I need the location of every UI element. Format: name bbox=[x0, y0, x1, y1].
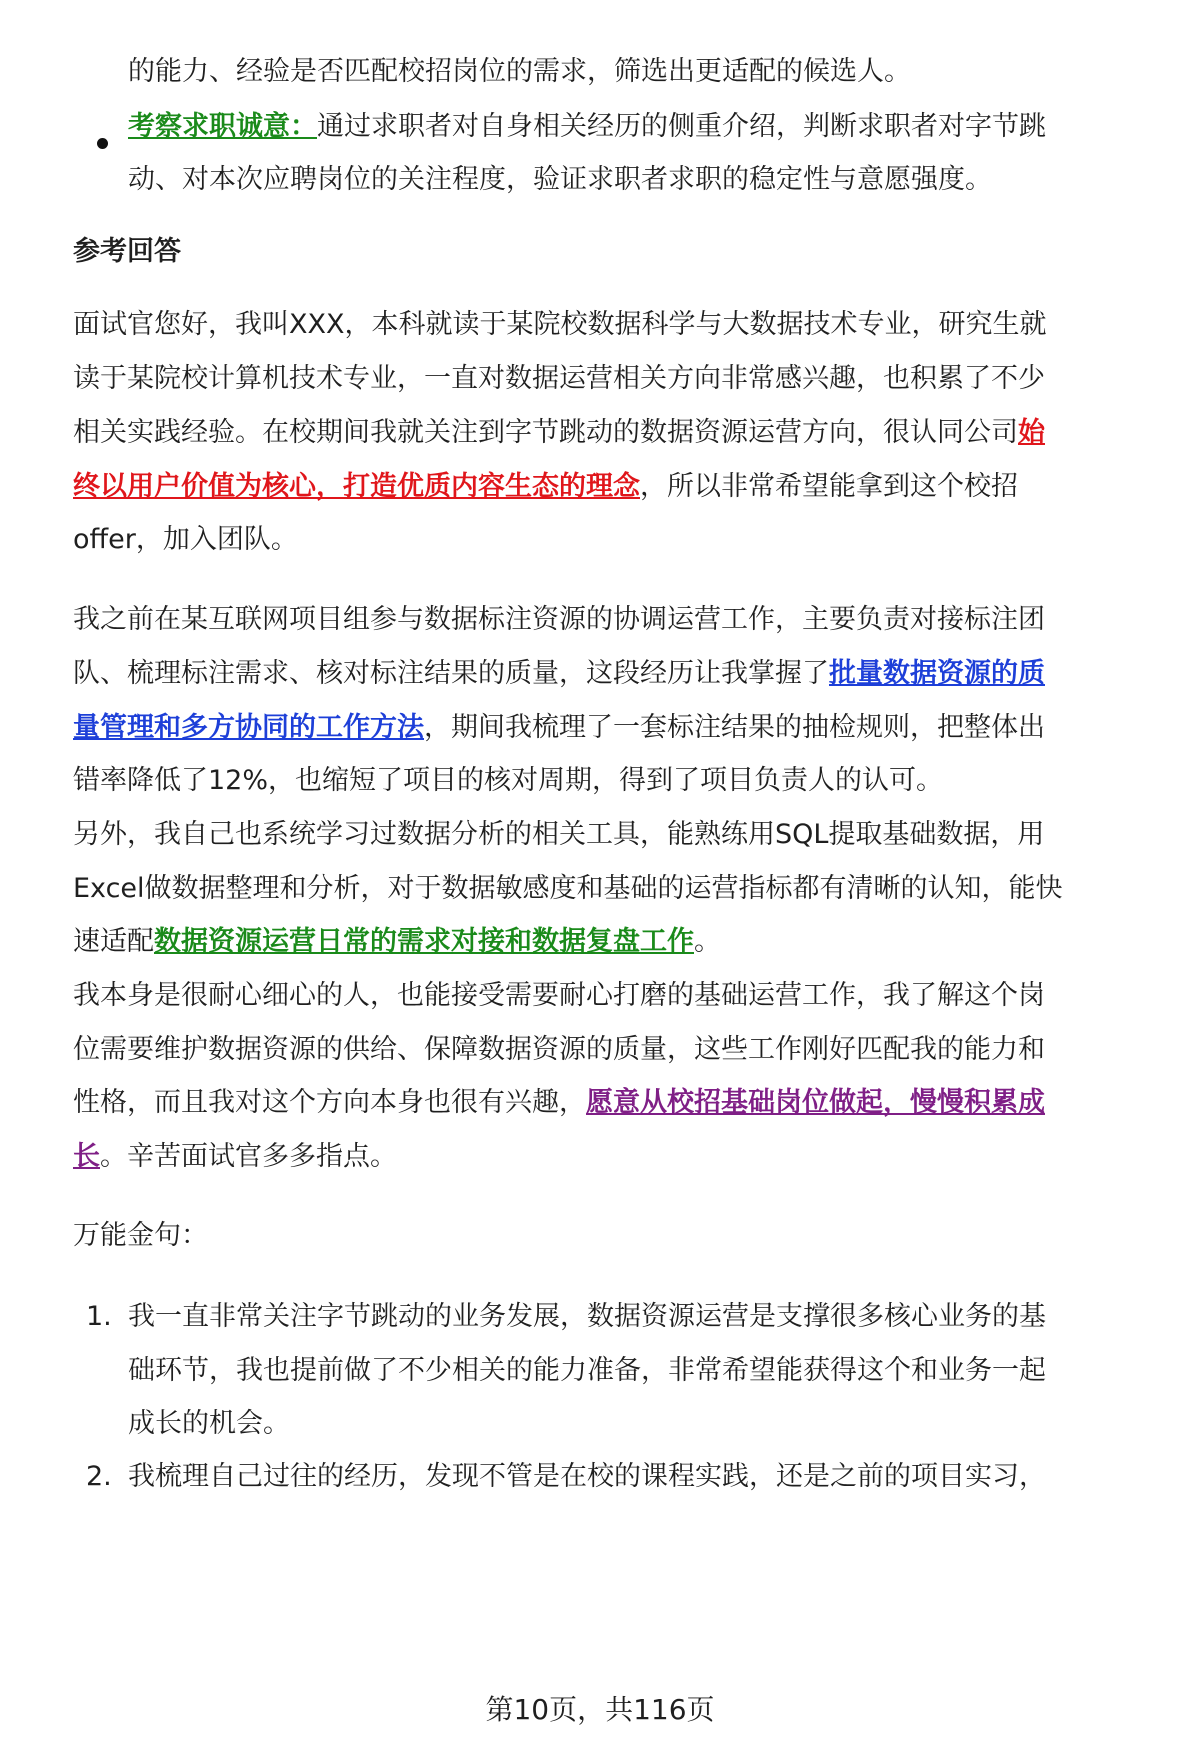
list-number: 1. bbox=[86, 1301, 112, 1332]
paragraph-line: 量管理和多方协同的工作方法，期间我梳理了一套标注结果的抽检规则，把整体出 bbox=[73, 712, 1045, 743]
bullet-line: 动、对本次应聘岗位的关注程度，验证求职者求职的稳定性与意愿强度。 bbox=[128, 164, 992, 195]
paragraph-line: 我之前在某互联网项目组参与数据标注资源的协调运营工作，主要负责对接标注团 bbox=[73, 604, 1045, 635]
paragraph-line: 错率降低了12%，也缩短了项目的核对周期，得到了项目负责人的认可。 bbox=[73, 765, 944, 796]
paragraph-line: 读于某院校计算机技术专业，一直对数据运营相关方向非常感兴趣，也积累了不少 bbox=[73, 363, 1045, 394]
paragraph-line: Excel做数据整理和分析，对于数据敏感度和基础的运营指标都有清晰的认知，能快 bbox=[73, 873, 1063, 904]
paragraph-line: 速适配数据资源运营日常的需求对接和数据复盘工作。 bbox=[73, 926, 721, 957]
paragraph-line: 长。辛苦面试官多多指点。 bbox=[73, 1141, 397, 1172]
bullet-item-sincerity: 考察求职诚意：通过求职者对自身相关经历的侧重介绍，判断求职者对字节跳 bbox=[128, 111, 1046, 142]
paragraph-line: 队、梳理标注需求、核对标注结果的质量，这段经历让我掌握了批量数据资源的质 bbox=[73, 658, 1045, 689]
section-heading: 参考回答 bbox=[73, 236, 181, 267]
bullet-dot-icon bbox=[97, 138, 108, 149]
bullet-continuation: 的能力、经验是否匹配校招岗位的需求，筛选出更适配的候选人。 bbox=[128, 56, 911, 87]
highlight-red: 终以用户价值为核心，打造优质内容生态的理念 bbox=[73, 471, 640, 502]
list-item-line: 我一直非常关注字节跳动的业务发展，数据资源运营是支撑很多核心业务的基 bbox=[128, 1301, 1046, 1332]
highlight-blue: 批量数据资源的质 bbox=[829, 658, 1045, 689]
list-item-line: 成长的机会。 bbox=[128, 1408, 290, 1439]
paragraph-line: offer，加入团队。 bbox=[73, 524, 298, 555]
page-footer: 第10页，共116页 bbox=[485, 1693, 715, 1726]
bullet-label: 考察求职诚意： bbox=[128, 111, 317, 142]
highlight-purple: 长 bbox=[73, 1141, 100, 1172]
highlight-green: 数据资源运营日常的需求对接和数据复盘工作 bbox=[154, 926, 694, 957]
list-item-line: 础环节，我也提前做了不少相关的能力准备，非常希望能获得这个和业务一起 bbox=[128, 1355, 1046, 1386]
golden-sentences-title: 万能金句： bbox=[73, 1220, 208, 1251]
paragraph-line: 另外，我自己也系统学习过数据分析的相关工具，能熟练用SQL提取基础数据，用 bbox=[73, 819, 1045, 850]
paragraph-line: 面试官您好，我叫XXX，本科就读于某院校数据科学与大数据技术专业，研究生就 bbox=[73, 309, 1047, 340]
highlight-red: 始 bbox=[1018, 417, 1045, 448]
paragraph-line: 相关实践经验。在校期间我就关注到字节跳动的数据资源运营方向，很认同公司始 bbox=[73, 417, 1045, 448]
list-number: 2. bbox=[86, 1461, 112, 1492]
paragraph-line: 位需要维护数据资源的供给、保障数据资源的质量，这些工作刚好匹配我的能力和 bbox=[73, 1034, 1045, 1065]
highlight-blue: 量管理和多方协同的工作方法 bbox=[73, 712, 424, 743]
paragraph-line: 我本身是很耐心细心的人，也能接受需要耐心打磨的基础运营工作，我了解这个岗 bbox=[73, 980, 1045, 1011]
highlight-purple: 愿意从校招基础岗位做起，慢慢积累成 bbox=[586, 1087, 1045, 1118]
paragraph-line: 终以用户价值为核心，打造优质内容生态的理念，所以非常希望能拿到这个校招 bbox=[73, 471, 1018, 502]
list-item-line: 我梳理自己过往的经历，发现不管是在校的课程实践，还是之前的项目实习， bbox=[128, 1461, 1046, 1492]
paragraph-line: 性格，而且我对这个方向本身也很有兴趣，愿意从校招基础岗位做起，慢慢积累成 bbox=[73, 1087, 1045, 1118]
